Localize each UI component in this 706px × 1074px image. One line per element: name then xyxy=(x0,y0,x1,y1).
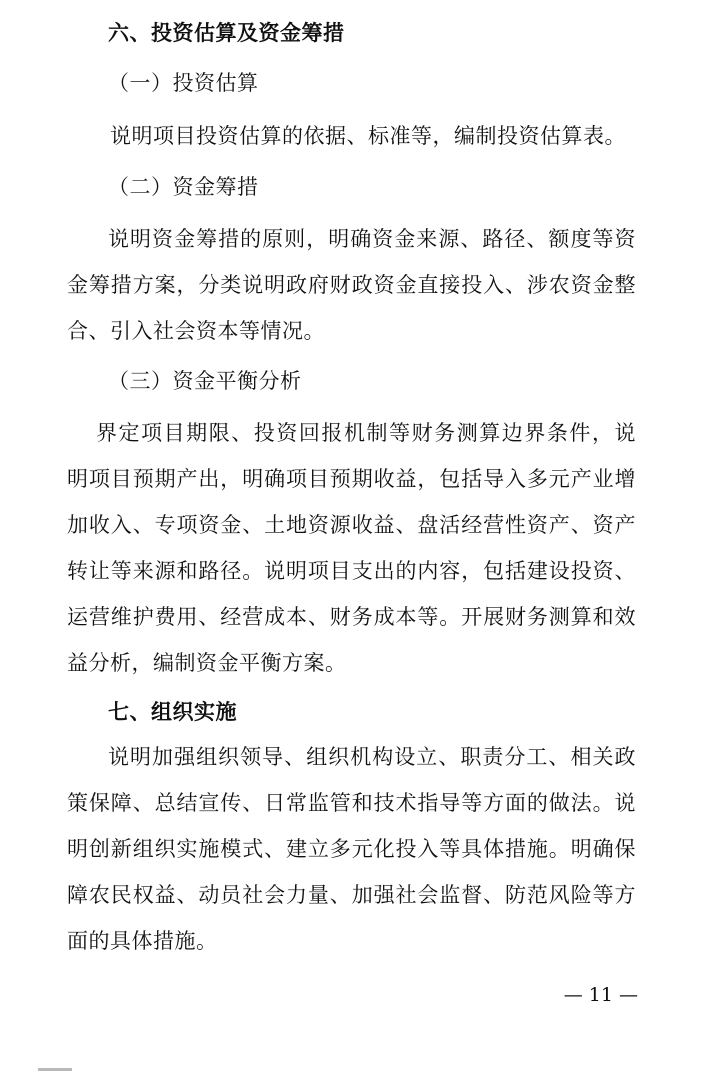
paragraph-line: 明创新组织实施模式、建立多元化投入等具体措施。明确保 xyxy=(67,837,636,861)
paragraph-line: 说明资金筹措的原则，明确资金来源、路径、额度等资 xyxy=(108,227,636,251)
page-number: — 11 — xyxy=(563,984,638,1006)
section-heading-7: 七、组织实施 xyxy=(108,700,237,724)
subsection-title-fund-raising: （二）资金筹措 xyxy=(108,175,259,199)
paragraph-line: 说明项目投资估算的依据、标准等，编制投资估算表。 xyxy=(110,124,626,148)
subsection-title-fund-balance: （三）资金平衡分析 xyxy=(108,369,302,393)
paragraph-line: 明项目预期产出，明确项目预期收益，包括导入多元产业增 xyxy=(67,467,636,491)
paragraph-line: 界定项目期限、投资回报机制等财务测算边界条件，说 xyxy=(96,421,636,445)
paragraph-line: 障农民权益、动员社会力量、加强社会监督、防范风险等方 xyxy=(67,883,636,907)
paragraph-line: 策保障、总结宣传、日常监管和技术指导等方面的做法。说 xyxy=(67,791,636,815)
paragraph-line: 面的具体措施。 xyxy=(67,929,218,953)
paragraph-line: 金筹措方案，分类说明政府财政资金直接投入、涉农资金整 xyxy=(67,273,636,297)
paragraph-line: 运营维护费用、经营成本、财务成本等。开展财务测算和效 xyxy=(67,605,636,629)
scan-artifact xyxy=(38,1068,72,1071)
paragraph-line: 转让等来源和路径。说明项目支出的内容，包括建设投资、 xyxy=(67,559,636,583)
section-heading-6: 六、投资估算及资金筹措 xyxy=(108,21,345,45)
paragraph-line: 合、引入社会资本等情况。 xyxy=(67,319,325,343)
paragraph-line: 加收入、专项资金、土地资源收益、盘活经营性资产、资产 xyxy=(67,513,636,537)
subsection-title-investment-estimate: （一）投资估算 xyxy=(108,71,259,95)
paragraph-line: 说明加强组织领导、组织机构设立、职责分工、相关政 xyxy=(108,745,636,769)
paragraph-line: 益分析，编制资金平衡方案。 xyxy=(67,651,347,675)
